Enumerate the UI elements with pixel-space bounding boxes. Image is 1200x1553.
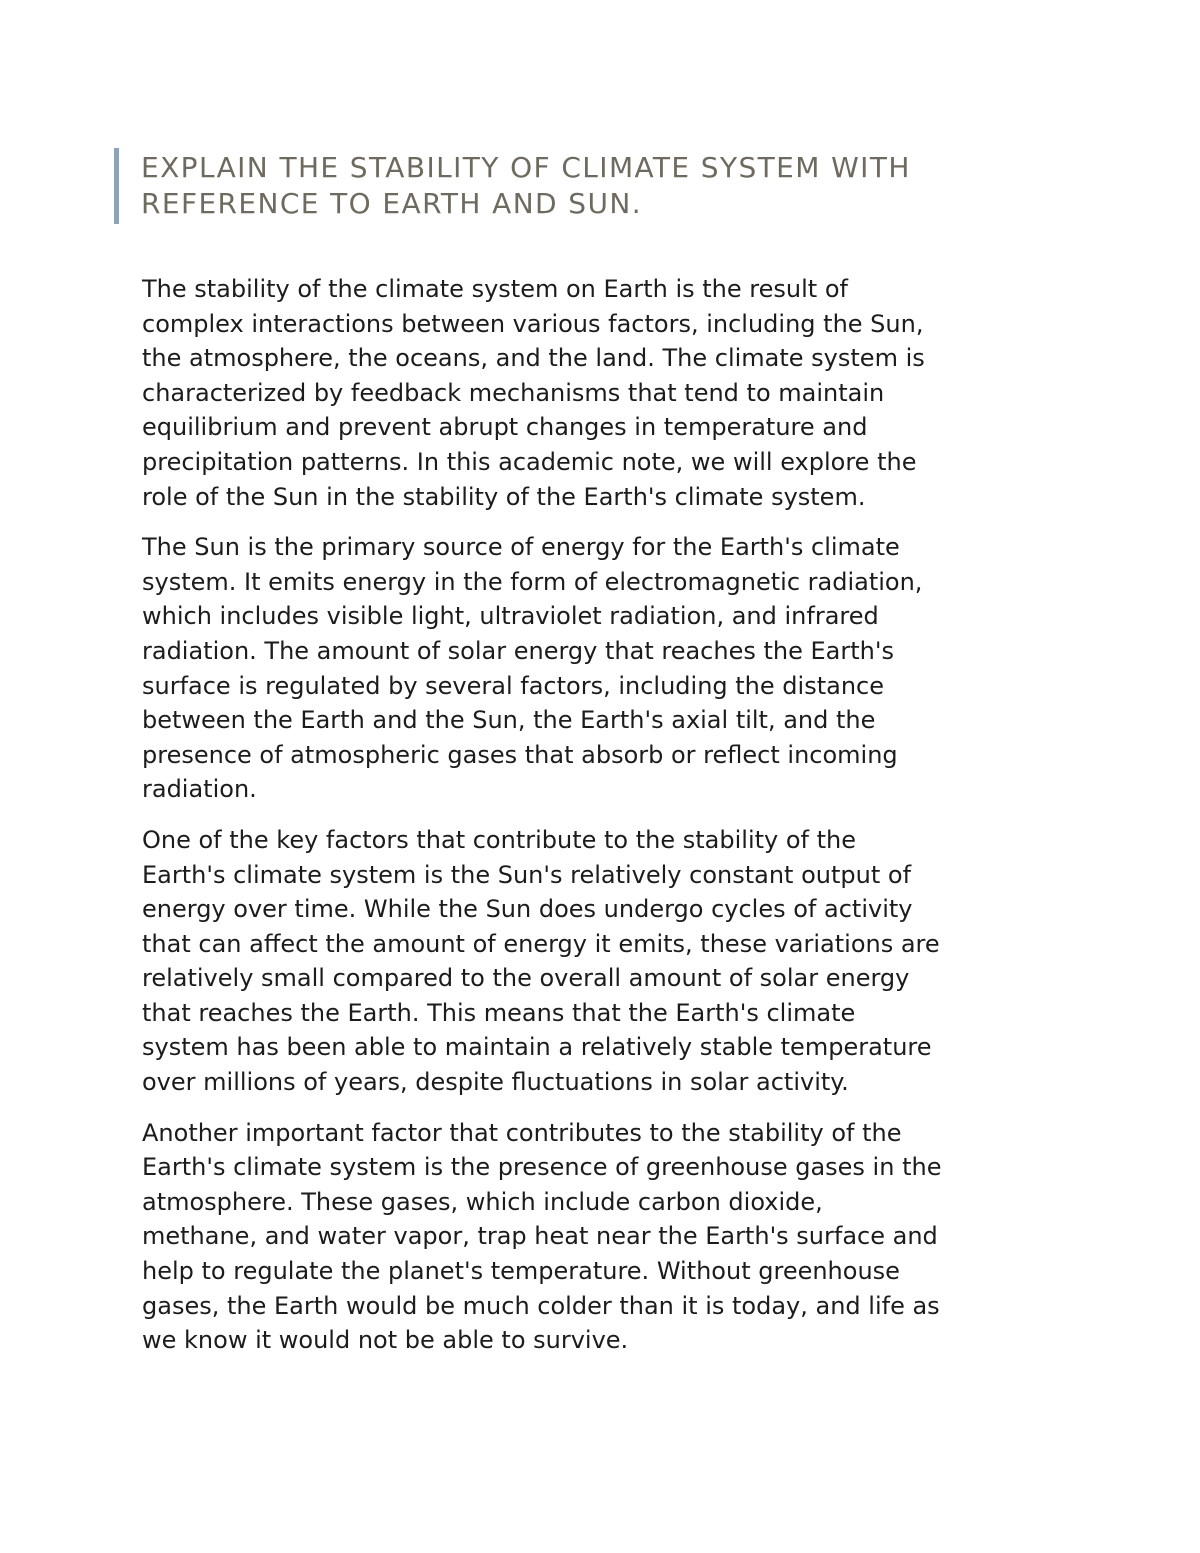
text-line: characterized by feedback mechanisms that tend to maintain bbox=[142, 378, 885, 407]
text-line: that can affect the amount of energy it emits, these variations are bbox=[142, 929, 940, 958]
text-line: between the Earth and the Sun, the Earth's axial tilt, and the bbox=[142, 706, 876, 735]
document-body bbox=[142, 272, 1072, 1374]
document-heading bbox=[141, 148, 1041, 224]
heading-line: REFERENCE TO EARTH AND SUN. bbox=[141, 187, 643, 220]
text-line: system has been able to maintain a relatively stable temperature bbox=[142, 1033, 932, 1062]
heading-line: EXPLAIN THE STABILITY OF CLIMATE SYSTEM WITH bbox=[141, 151, 911, 184]
paragraph-2 bbox=[142, 530, 1072, 807]
text-line: gases, the Earth would be much colder than it is today, and life as bbox=[142, 1291, 940, 1320]
text-line: presence of atmospheric gases that absorb or reflect incoming bbox=[142, 740, 898, 769]
heading-block bbox=[114, 148, 1041, 224]
text-line: radiation. bbox=[142, 775, 257, 804]
text-line: methane, and water vapor, trap heat near the Earth's surface and bbox=[142, 1222, 938, 1251]
text-line: equilibrium and prevent abrupt changes in temperature and bbox=[142, 413, 868, 442]
paragraph-3 bbox=[142, 823, 1072, 1100]
text-line: that reaches the Earth. This means that the Earth's climate bbox=[142, 998, 856, 1027]
paragraph-4 bbox=[142, 1116, 1072, 1358]
paragraph-1 bbox=[142, 272, 1072, 514]
text-line: energy over time. While the Sun does undergo cycles of activity bbox=[142, 895, 913, 924]
text-line: The stability of the climate system on Earth is the result of bbox=[142, 275, 848, 303]
text-line: precipitation patterns. In this academic note, we will explore the bbox=[142, 447, 917, 476]
text-line: relatively small compared to the overall amount of solar energy bbox=[142, 964, 910, 993]
text-line: we know it would not be able to survive. bbox=[142, 1326, 629, 1355]
text-line: Earth's climate system is the Sun's relatively constant output of bbox=[142, 860, 912, 889]
text-line: role of the Sun in the stability of the Earth's climate system. bbox=[142, 482, 866, 511]
text-line: which includes visible light, ultraviolet radiation, and infrared bbox=[142, 602, 879, 631]
text-line: help to regulate the planet's temperature. Without greenhouse bbox=[142, 1257, 900, 1286]
text-line: over millions of years, despite fluctuations in solar activity. bbox=[142, 1068, 849, 1097]
text-line: The Sun is the primary source of energy for the Earth's climate bbox=[142, 533, 900, 562]
text-line: radiation. The amount of solar energy that reaches the Earth's bbox=[142, 636, 894, 665]
text-line: Earth's climate system is the presence of greenhouse gases in the bbox=[142, 1153, 942, 1182]
text-line: system. It emits energy in the form of electromagnetic radiation, bbox=[142, 567, 923, 596]
text-line: One of the key factors that contribute to the stability of the bbox=[142, 825, 856, 854]
text-line: atmosphere. These gases, which include carbon dioxide, bbox=[142, 1187, 823, 1216]
text-line: complex interactions between various factors, including the Sun, bbox=[142, 309, 924, 338]
text-line: surface is regulated by several factors, including the distance bbox=[142, 671, 884, 700]
text-line: the atmosphere, the oceans, and the land. The climate system is bbox=[142, 344, 925, 373]
text-line: Another important factor that contributes to the stability of the bbox=[142, 1118, 902, 1147]
